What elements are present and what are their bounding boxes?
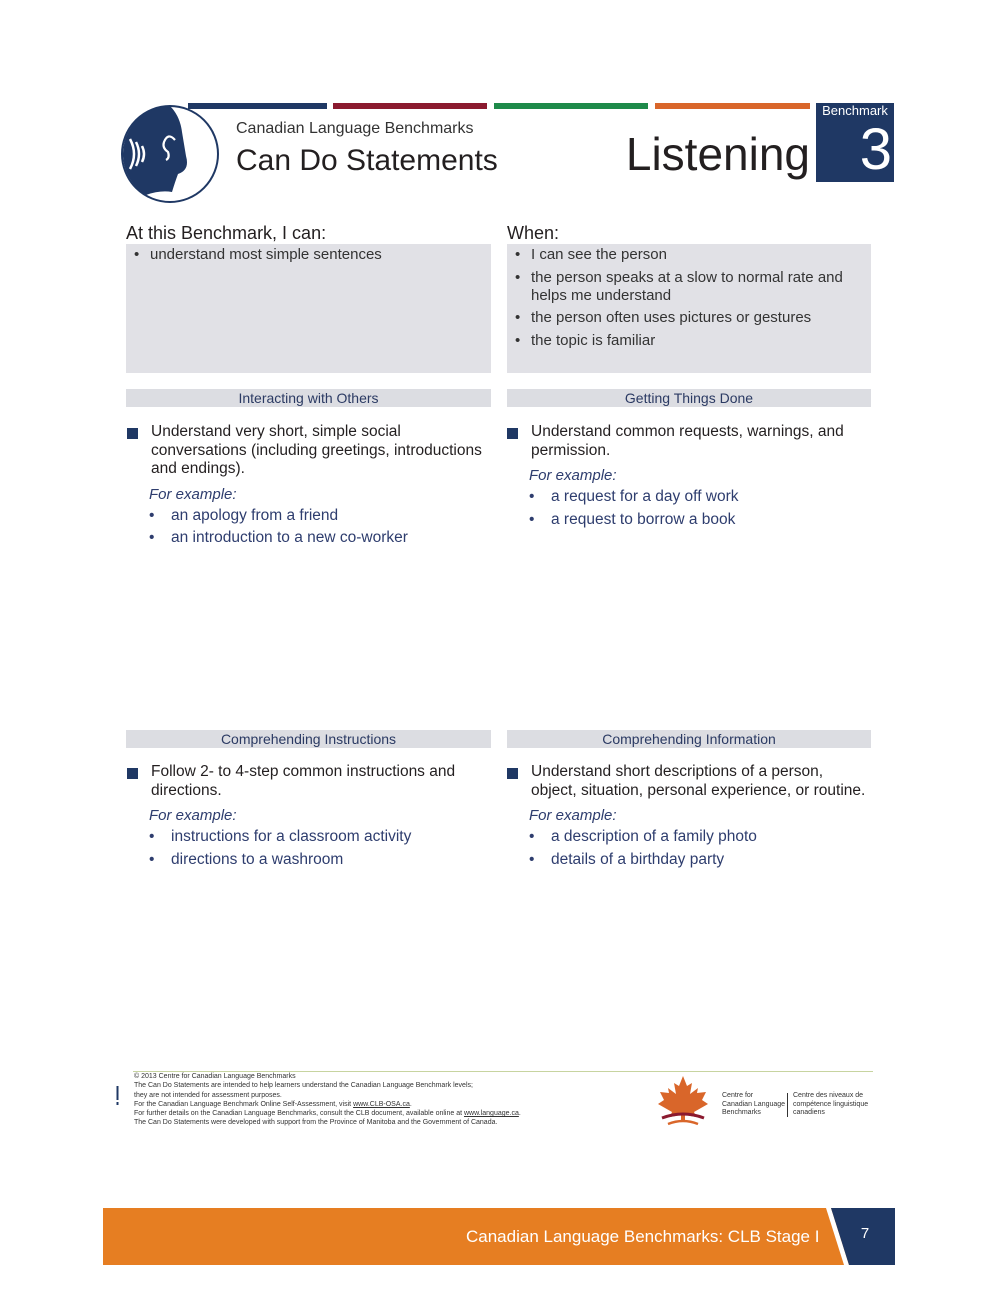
header-subtitle: Canadian Language Benchmarks (236, 120, 474, 137)
org-name-line: Centre des niveaux de (793, 1092, 864, 1099)
footer-text-part: . (409, 1100, 412, 1108)
can-item: • understand most simple sentences (126, 246, 491, 264)
square-bullet-icon (127, 768, 138, 779)
section-title: Interacting with Others (126, 389, 491, 407)
example-item: • details of a birthday party (507, 851, 872, 869)
section-block (507, 763, 872, 873)
page-number: 7 (860, 1225, 870, 1242)
section-title: Getting Things Done (507, 389, 871, 407)
org-divider (787, 1093, 788, 1117)
section-block (127, 423, 492, 552)
benchmark-number: 3 (859, 117, 892, 182)
copyright: © 2013 Centre for Canadian Language Benchmarks (134, 1073, 296, 1080)
page-title: Can Do Statements (236, 144, 498, 177)
for-example-label: For example: (529, 807, 617, 824)
maple-leaf-icon (654, 1074, 712, 1128)
org-name-line: compétence linguistique (793, 1100, 869, 1108)
org-name-line: Canadian Language (722, 1100, 786, 1108)
section-title: Comprehending Information (507, 730, 871, 748)
when-panel (507, 244, 871, 373)
footer-text-part: For the Canadian Language Benchmark Online Self-Assessment, visit (134, 1100, 354, 1108)
org-name-line: Centre for (722, 1092, 754, 1099)
org-name-en (722, 1092, 785, 1118)
footer-line: The Can Do Statements were developed with support from the Province of Manitoba and the Government of Canada. (134, 1119, 498, 1127)
section-block (507, 423, 872, 533)
when-item: • the topic is familiar (507, 332, 871, 350)
org-name-line: Benchmarks (722, 1109, 761, 1116)
benchmark-badge (816, 103, 894, 182)
footer-line (134, 1100, 654, 1109)
benchmark-label: Benchmark (822, 103, 888, 118)
statement: Understand short descriptions of a person, object, situation, personal experience, or routine. (531, 763, 866, 799)
for-example-label: For example: (149, 485, 237, 503)
when-item: • the person often uses pictures or gestures (507, 309, 871, 327)
for-example-label: For example: (529, 467, 617, 484)
section-title: Comprehending Instructions (126, 730, 491, 748)
page-footer-text: Canadian Language Benchmarks: CLB Stage I (466, 1227, 820, 1246)
exclamation-icon (116, 1086, 119, 1106)
language-link[interactable]: www.language.ca (463, 1110, 519, 1118)
square-bullet-icon (127, 428, 138, 439)
osa-link[interactable]: www.CLB-OSA.ca (353, 1100, 410, 1108)
section-block (127, 763, 492, 873)
example-item: • directions to a washroom (127, 851, 492, 869)
footer-notes (134, 1072, 654, 1128)
example-item: • instructions for a classroom activity (127, 828, 492, 846)
footer-line (134, 1109, 654, 1118)
can-panel (126, 244, 491, 373)
skill-title: Listening (625, 128, 810, 180)
example-item: • a request to borrow a book (507, 511, 872, 529)
when-heading: When: (507, 223, 560, 243)
example-item: • an introduction to a new co-worker (127, 529, 492, 547)
statement: Understand common requests, warnings, and permission. (531, 423, 844, 459)
footer-text-part: . (518, 1110, 521, 1118)
footer-text-part: For further details on the Canadian Language Benchmarks, consult the CLB document, available online at (134, 1110, 464, 1118)
example-item: • a request for a day off work (507, 488, 872, 506)
example-item: • a description of a family photo (507, 828, 872, 846)
header-bar-green (494, 103, 648, 109)
header-bar-red (333, 103, 487, 109)
when-item: • I can see the person (507, 246, 871, 264)
footer-line: The Can Do Statements are intended to help learners understand the Canadian Language Benchmark levels; (134, 1082, 473, 1090)
can-heading: At this Benchmark, I can: (126, 223, 327, 243)
square-bullet-icon (507, 768, 518, 779)
org-name-line: canadiens (793, 1109, 825, 1116)
statement: Follow 2- to 4-step common instructions and directions. (151, 763, 456, 799)
footer-line: they are not intended for assessment purposes. (134, 1091, 282, 1099)
statement: Understand very short, simple social conversations (including greetings, introductions and endings). (151, 423, 482, 477)
ear-icon (120, 104, 220, 204)
square-bullet-icon (507, 428, 518, 439)
org-name-fr (793, 1092, 868, 1118)
header-bar-orange (655, 103, 810, 109)
example-item: • an apology from a friend (127, 507, 492, 525)
when-item: • the person speaks at a slow to normal rate and helps me understand (507, 269, 871, 305)
for-example-label: For example: (149, 807, 237, 824)
